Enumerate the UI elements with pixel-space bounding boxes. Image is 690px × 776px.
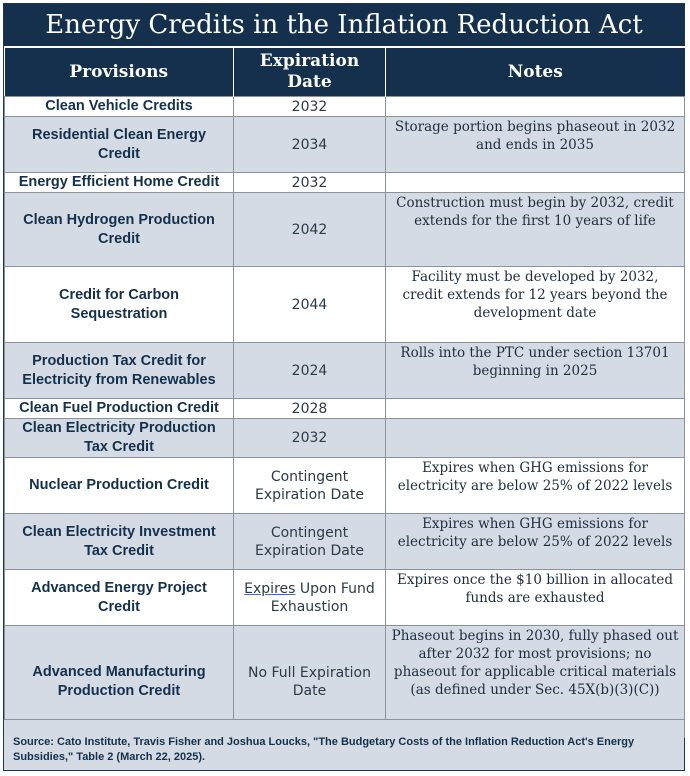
notes-cell: Construction must begin by 2032, credit extends for the first 10 years of life xyxy=(386,193,685,267)
credits-table-figure xyxy=(3,3,685,771)
table-row xyxy=(5,419,685,458)
notes-cell: Storage portion begins phaseout in 2032 and ends in 2035 xyxy=(386,117,685,173)
notes-cell: Facility must be developed by 2032, credit extends for 12 years beyond the development date xyxy=(386,267,685,343)
table-row xyxy=(5,97,685,117)
table-row xyxy=(5,570,685,626)
provision-cell: Clean Electricity Production Tax Credit xyxy=(5,419,234,458)
table-row xyxy=(5,343,685,399)
expiration-rest-text: Upon Fund Exhaustion xyxy=(270,580,375,615)
expiration-cell: 2032 xyxy=(234,419,386,458)
column-header-provisions: Provisions xyxy=(5,47,234,97)
notes-cell: Phaseout begins in 2030, fully phased out after 2032 for most provisions; no phaseout for applicable critical materials (as defined under Sec. 45X(b)(3)(C)) xyxy=(386,626,685,738)
provision-cell: Advanced Energy Project Credit xyxy=(5,570,234,626)
source-note: Source: Cato Institute, Travis Fisher and Joshua Loucks, "The Budgetary Costs of the Inflation Reduction Act's Energy Subsidies," Table 2 (March 22, 2025). xyxy=(4,719,684,770)
credits-table xyxy=(4,46,685,738)
table-row xyxy=(5,399,685,419)
notes-cell: Expires when GHG emissions for electricity are below 25% of 2022 levels xyxy=(386,458,685,514)
provision-cell: Advanced Manufacturing Production Credit xyxy=(5,626,234,738)
table-row xyxy=(5,267,685,343)
provision-cell: Clean Fuel Production Credit xyxy=(5,399,234,419)
expiration-cell: 2034 xyxy=(234,117,386,173)
provision-cell: Nuclear Production Credit xyxy=(5,458,234,514)
notes-cell xyxy=(386,399,685,419)
expiration-cell: Contingent Expiration Date xyxy=(234,458,386,514)
provision-cell: Energy Efficient Home Credit xyxy=(5,173,234,193)
table-row xyxy=(5,458,685,514)
provision-cell: Clean Hydrogen Production Credit xyxy=(5,193,234,267)
provision-cell: Residential Clean Energy Credit xyxy=(5,117,234,173)
provision-cell: Clean Vehicle Credits xyxy=(5,97,234,117)
column-header-expiration-date: Expiration Date xyxy=(234,47,386,97)
expiration-cell: 2044 xyxy=(234,267,386,343)
column-header-notes: Notes xyxy=(386,47,685,97)
notes-cell: Expires when GHG emissions for electricity are below 25% of 2022 levels xyxy=(386,514,685,570)
notes-cell xyxy=(386,97,685,117)
expiration-cell: No Full Expiration Date xyxy=(234,626,386,738)
page-title: Energy Credits in the Inflation Reduction Act xyxy=(4,4,684,46)
expiration-cell: 2032 xyxy=(234,173,386,193)
provision-cell: Credit for Carbon Sequestration xyxy=(5,267,234,343)
table-row xyxy=(5,514,685,570)
expiration-cell: Contingent Expiration Date xyxy=(234,514,386,570)
header-row xyxy=(5,47,685,97)
notes-cell: Rolls into the PTC under section 13701 beginning in 2025 xyxy=(386,343,685,399)
table-row xyxy=(5,173,685,193)
provision-cell: Clean Electricity Investment Tax Credit xyxy=(5,514,234,570)
table-row xyxy=(5,193,685,267)
notes-cell xyxy=(386,419,685,458)
expires-underlined-text: Expires xyxy=(244,580,296,597)
expiration-cell: 2028 xyxy=(234,399,386,419)
provision-cell: Production Tax Credit for Electricity from Renewables xyxy=(5,343,234,399)
expiration-cell: 2024 xyxy=(234,343,386,399)
expiration-cell: 2032 xyxy=(234,97,386,117)
notes-cell: Expires once the $10 billion in allocated funds are exhausted xyxy=(386,570,685,626)
table-row xyxy=(5,117,685,173)
expiration-cell: 2042 xyxy=(234,193,386,267)
notes-cell xyxy=(386,173,685,193)
expiration-cell xyxy=(234,570,386,626)
